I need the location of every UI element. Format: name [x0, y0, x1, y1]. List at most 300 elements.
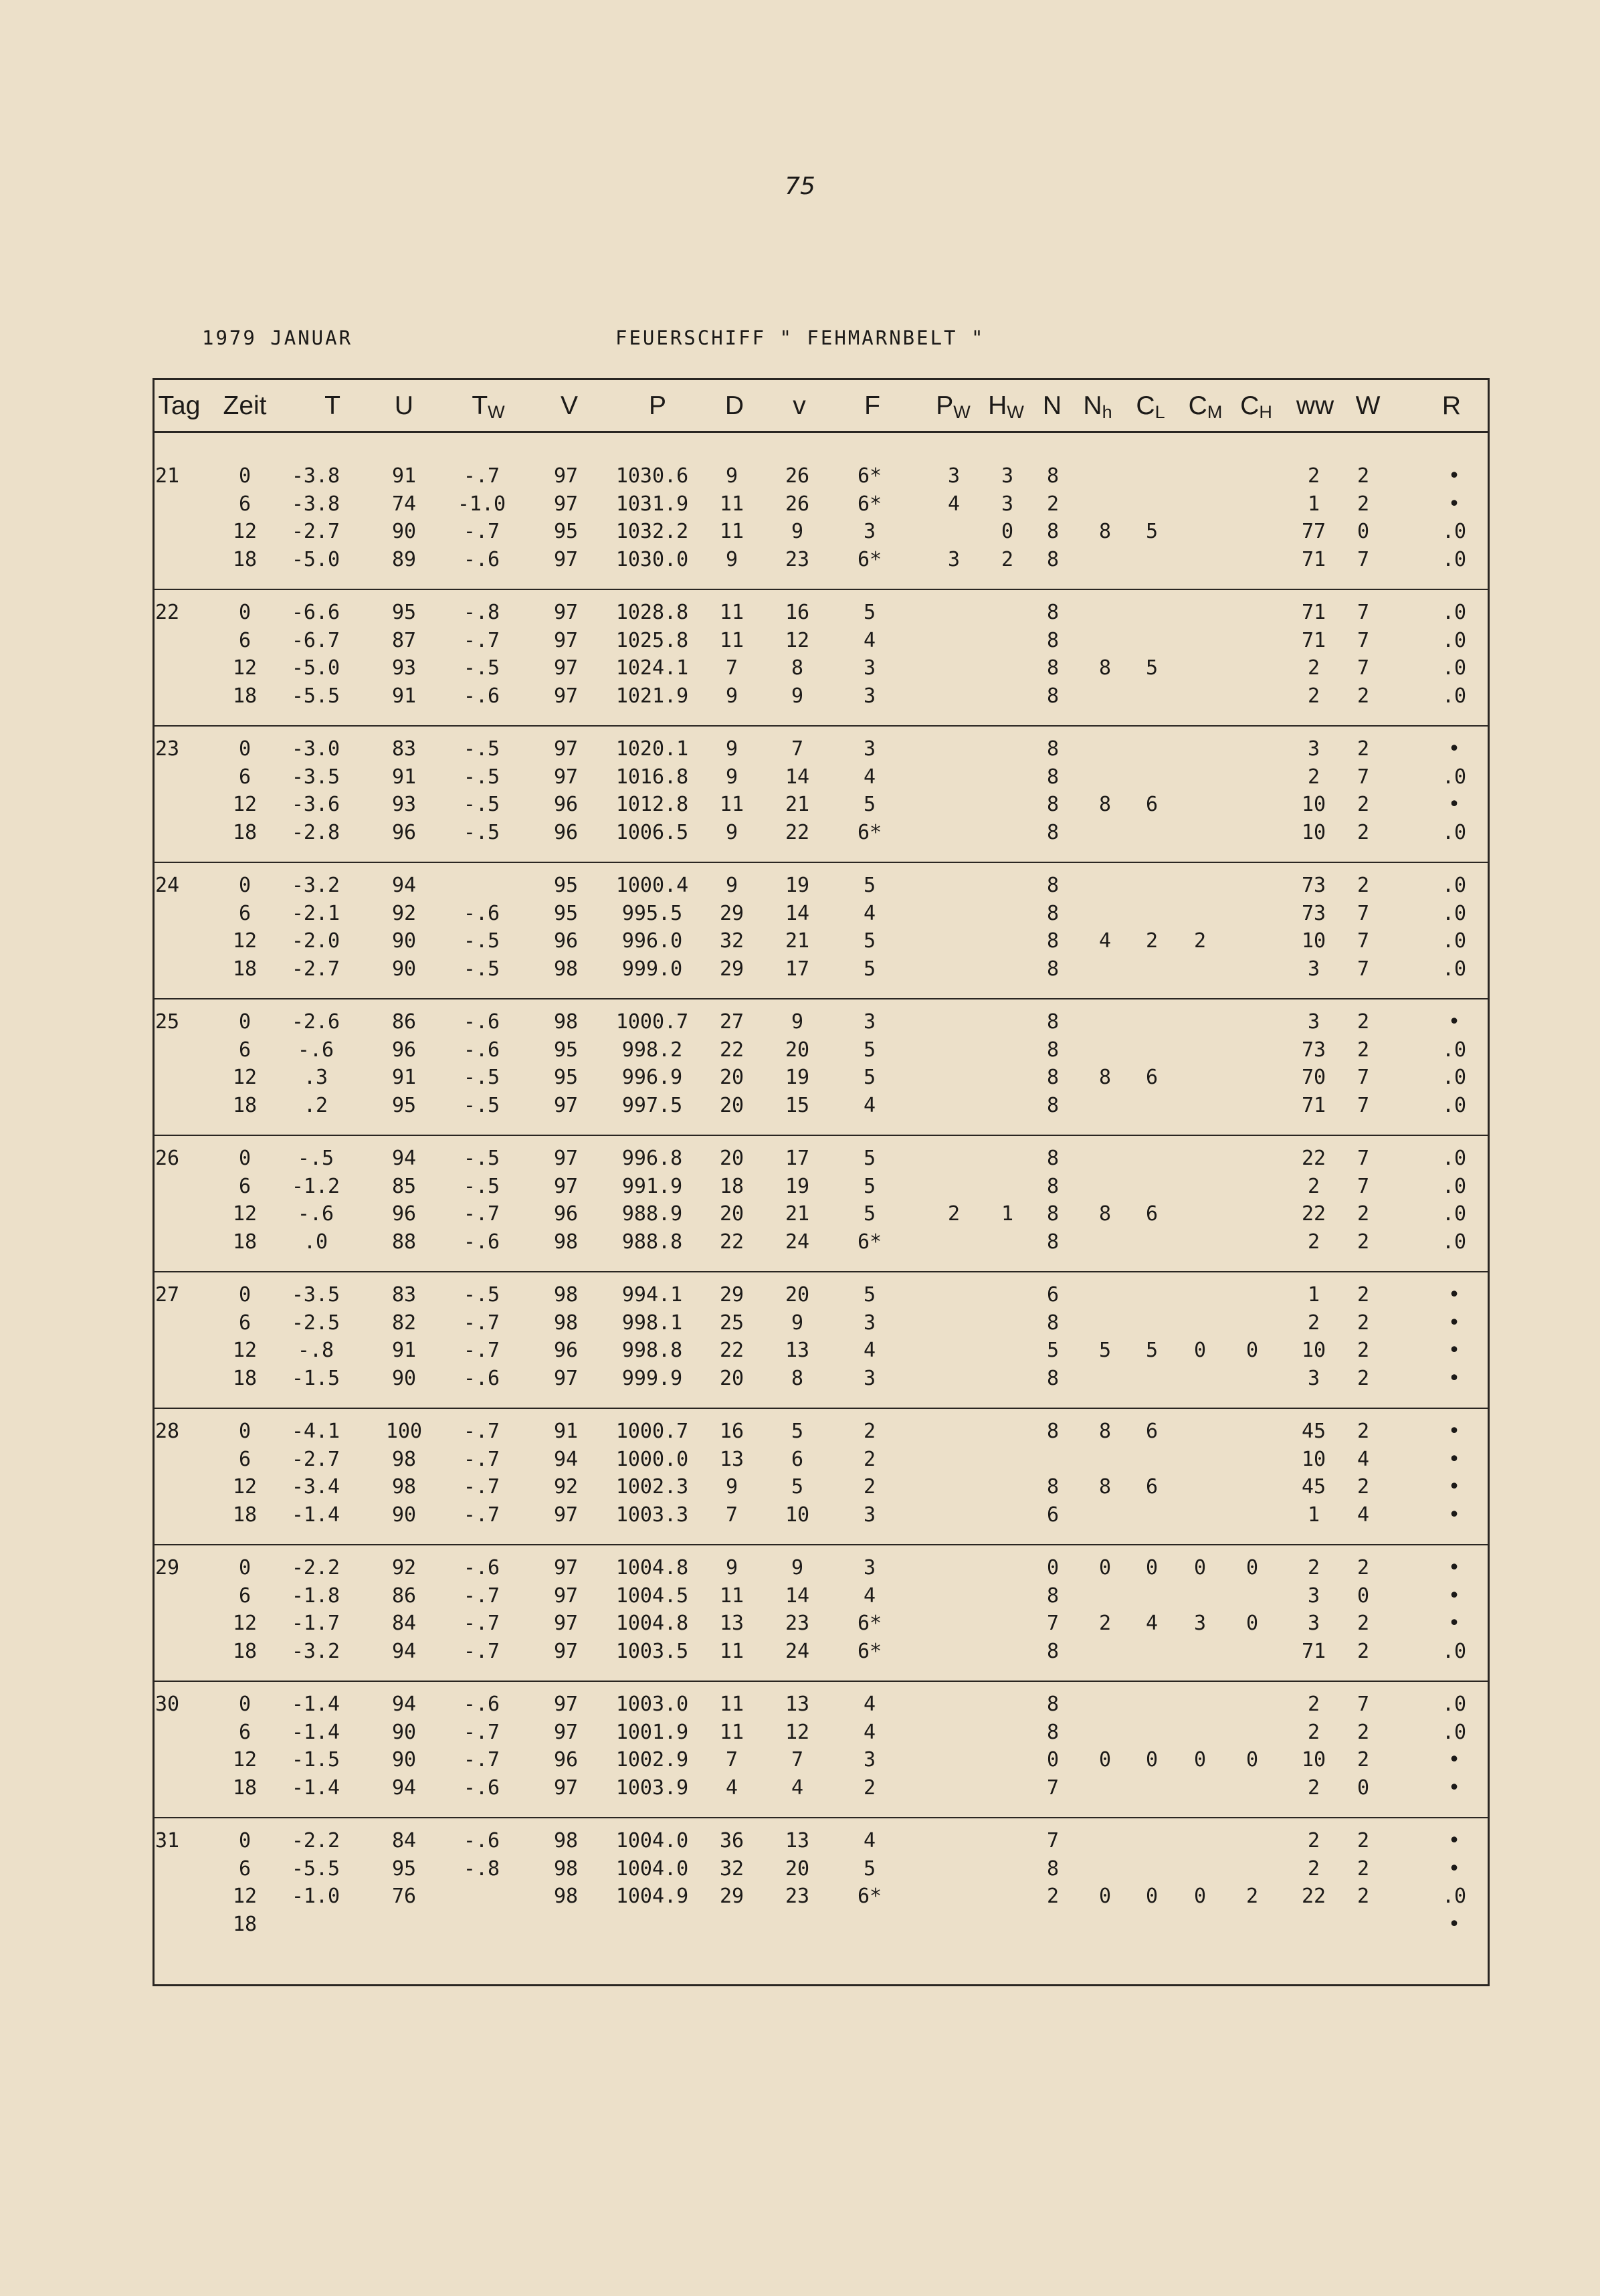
table-cell: -.5 — [463, 929, 500, 953]
table-cell: 91 — [391, 684, 417, 708]
table-cell: 994.1 — [621, 1283, 683, 1307]
table-cell: .0 — [1441, 1093, 1467, 1117]
table-cell: -.6 — [463, 1230, 500, 1254]
table-cell: 8 — [1046, 1366, 1060, 1390]
table-cell: 95 — [391, 601, 417, 624]
table-cell: 20 — [719, 1202, 744, 1226]
table-cell: 29 — [719, 901, 744, 925]
table-cell: 5 — [863, 1283, 876, 1307]
table-cell: 18 — [232, 1639, 258, 1663]
table-cell: 0 — [1098, 1748, 1112, 1772]
table-cell: 96 — [391, 820, 417, 844]
table-cell: 3 — [863, 656, 876, 680]
column-header-pw — [936, 391, 971, 423]
table-cell: 10 — [1301, 1748, 1326, 1772]
table-cell: 998.1 — [621, 1311, 683, 1335]
column-header-sub: W — [488, 402, 505, 422]
table-cell: -.6 — [297, 1038, 334, 1062]
table-cell: 7 — [791, 1748, 804, 1772]
table-cell: 2 — [1357, 874, 1370, 897]
table-cell: 7 — [1357, 601, 1370, 624]
table-cell: 3 — [863, 1010, 876, 1034]
table-cell: 24 — [785, 1230, 810, 1254]
table-cell: -3.0 — [291, 737, 340, 761]
column-header-main: ww — [1296, 391, 1334, 420]
table-cell: 11 — [719, 793, 744, 816]
table-cell: -3.4 — [291, 1475, 340, 1499]
table-cell: 18 — [232, 957, 258, 981]
table-cell: 73 — [1301, 1038, 1326, 1062]
table-cell: 1003.0 — [615, 1693, 689, 1716]
table-cell: 6* — [857, 492, 882, 516]
table-cell: 0 — [238, 1556, 252, 1580]
table-cell: 1012.8 — [615, 793, 689, 816]
table-cell: 10 — [1301, 1339, 1326, 1362]
table-cell: -.6 — [463, 1366, 500, 1390]
table-cell: 2 — [863, 1475, 876, 1499]
table-cell: 5 — [863, 793, 876, 816]
table-cell: 8 — [1046, 1202, 1060, 1226]
table-cell: -.6 — [463, 1556, 500, 1580]
table-cell: -3.2 — [291, 1639, 340, 1663]
table-cell: 0 — [238, 874, 252, 897]
table-cell: 1025.8 — [615, 628, 689, 652]
table-cell: 0 — [238, 1693, 252, 1716]
table-cell: 92 — [391, 1556, 417, 1580]
table-cell: 3 — [947, 464, 961, 488]
table-cell: -.7 — [463, 1339, 500, 1362]
table-cell: 13 — [719, 1447, 744, 1471]
table-cell: 97 — [553, 1693, 579, 1716]
table-cell: 7 — [1357, 901, 1370, 925]
table-cell: 18 — [232, 1912, 258, 1936]
table-cell: • — [1447, 1366, 1461, 1390]
day-label: 21 — [155, 464, 180, 488]
table-cell: 0 — [1193, 1885, 1207, 1908]
table-cell: 8 — [1046, 1475, 1060, 1499]
table-cell: 94 — [391, 1147, 417, 1170]
table-cell: 11 — [719, 1639, 744, 1663]
table-cell: -6.6 — [291, 601, 340, 624]
table-cell: 7 — [1357, 628, 1370, 652]
table-cell: -2.0 — [291, 929, 340, 953]
table-cell: 20 — [785, 1856, 810, 1881]
table-cell: 1000.7 — [615, 1010, 689, 1034]
table-cell: 8 — [1098, 520, 1112, 543]
table-cell: 84 — [391, 1829, 417, 1852]
table-cell: 95 — [553, 1038, 579, 1062]
table-cell: 7 — [1357, 929, 1370, 953]
table-cell: 71 — [1301, 601, 1326, 624]
table-cell: 2 — [1307, 684, 1320, 708]
table-cell: -1.4 — [291, 1693, 340, 1716]
table-cell: 1002.9 — [615, 1748, 689, 1772]
table-cell: 4 — [725, 1776, 738, 1800]
table-cell: • — [1447, 1556, 1461, 1580]
table-cell: -.5 — [463, 765, 500, 789]
column-header-main: v — [793, 391, 806, 420]
table-cell: 988.8 — [621, 1230, 683, 1254]
table-cell: 9 — [725, 820, 738, 844]
table-cell: 3 — [863, 684, 876, 708]
table-cell: .0 — [1441, 520, 1467, 543]
table-cell: -1.4 — [291, 1720, 340, 1744]
column-header-n — [1043, 391, 1062, 421]
table-cell: 6* — [857, 820, 882, 844]
table-cell: 5 — [863, 957, 876, 981]
table-cell: • — [1447, 1283, 1461, 1307]
table-cell: 0 — [1001, 520, 1014, 543]
table-cell: 2 — [1357, 1556, 1370, 1580]
column-header-main: V — [560, 391, 579, 420]
table-cell: 8 — [791, 656, 804, 680]
table-cell: 7 — [725, 656, 738, 680]
table-cell: 2 — [1307, 464, 1320, 488]
table-cell: 18 — [232, 1230, 258, 1254]
table-cell: 4 — [863, 1720, 876, 1744]
table-cell: 97 — [553, 1584, 579, 1608]
column-header-main: Tag — [158, 391, 201, 420]
table-cell: 98 — [553, 1283, 579, 1307]
table-cell: 9 — [791, 684, 804, 708]
table-cell: 2 — [1357, 1748, 1370, 1772]
table-cell: 8 — [1098, 793, 1112, 816]
table-cell: 5 — [791, 1475, 804, 1499]
table-cell: 8 — [1046, 929, 1060, 953]
table-cell: 6 — [1145, 1475, 1159, 1499]
table-cell: 0 — [1193, 1339, 1207, 1362]
table-cell: 98 — [553, 1829, 579, 1852]
table-cell: -.6 — [463, 684, 500, 708]
table-cell: 2 — [1307, 1693, 1320, 1716]
column-header-sub: H — [1259, 402, 1272, 422]
table-cell: 0 — [1245, 1748, 1259, 1772]
table-cell: -.6 — [463, 901, 500, 925]
table-cell: 8 — [1046, 1230, 1060, 1254]
table-cell: 13 — [719, 1612, 744, 1635]
table-cell: 2 — [1357, 492, 1370, 516]
table-cell: 97 — [553, 492, 579, 516]
table-cell: 2 — [1307, 1174, 1320, 1198]
column-header-tw — [472, 391, 504, 423]
table-cell: 2 — [1357, 1311, 1370, 1335]
table-cell: 23 — [785, 1885, 810, 1908]
table-cell: 19 — [785, 874, 810, 897]
table-cell: 6* — [857, 1612, 882, 1635]
column-header-zeit — [223, 391, 266, 421]
table-cell: 88 — [391, 1230, 417, 1254]
table-cell: -2.2 — [291, 1829, 340, 1852]
table-cell: 1004.8 — [615, 1612, 689, 1635]
table-cell: 7 — [1357, 957, 1370, 981]
table-cell: 23 — [785, 1612, 810, 1635]
table-cell: .3 — [303, 1066, 328, 1089]
table-cell: • — [1447, 1475, 1461, 1499]
table-cell: 996.8 — [621, 1147, 683, 1170]
day-label: 25 — [155, 1010, 180, 1034]
column-header-ww — [1296, 391, 1334, 421]
table-cell: -.6 — [463, 547, 500, 571]
table-cell: 92 — [553, 1475, 579, 1499]
table-cell: 8 — [1098, 1475, 1112, 1499]
table-cell: 2 — [1357, 1230, 1370, 1254]
day-label: 24 — [155, 874, 180, 897]
table-cell: 97 — [553, 1720, 579, 1744]
table-cell: 997.5 — [621, 1093, 683, 1117]
table-cell: .0 — [1441, 1202, 1467, 1226]
table-cell: 5 — [863, 1202, 876, 1226]
table-cell: 2 — [1046, 492, 1060, 516]
table-cell: 20 — [785, 1038, 810, 1062]
table-cell: 45 — [1301, 1420, 1326, 1443]
table-cell: 8 — [1098, 1066, 1112, 1089]
table-cell: -.7 — [463, 1584, 500, 1608]
table-cell: -.7 — [463, 1720, 500, 1744]
table-cell: 7 — [725, 1748, 738, 1772]
table-cell: 2 — [1307, 1556, 1320, 1580]
table-cell: 0 — [238, 464, 252, 488]
table-cell: 97 — [553, 464, 579, 488]
table-cell: 6 — [791, 1447, 804, 1471]
table-cell: .0 — [1441, 1885, 1467, 1908]
table-cell: 1003.3 — [615, 1503, 689, 1527]
table-cell: 1032.2 — [615, 520, 689, 543]
table-frame — [153, 378, 1490, 1986]
table-cell: 11 — [719, 1693, 744, 1716]
column-header-main: D — [724, 391, 744, 420]
table-cell: 3 — [1001, 492, 1014, 516]
table-cell: 8 — [1046, 737, 1060, 761]
table-cell: 98 — [553, 1885, 579, 1908]
table-cell: 96 — [391, 1202, 417, 1226]
table-cell: 12 — [232, 520, 258, 543]
table-cell: -.7 — [463, 1311, 500, 1335]
column-header-main: N — [1083, 391, 1102, 420]
table-cell: 1004.0 — [615, 1856, 689, 1881]
table-cell: -.6 — [463, 1010, 500, 1034]
table-cell: • — [1447, 1776, 1461, 1800]
column-header-r — [1442, 391, 1461, 421]
column-header-main: H — [988, 391, 1007, 420]
table-cell: 11 — [719, 628, 744, 652]
table-cell: 1000.0 — [615, 1447, 689, 1471]
table-cell: 988.9 — [621, 1202, 683, 1226]
table-cell: 2 — [1307, 1311, 1320, 1335]
table-cell: -3.6 — [291, 793, 340, 816]
table-cell: 22 — [719, 1230, 744, 1254]
table-cell: 22 — [1301, 1147, 1326, 1170]
table-cell: 22 — [719, 1038, 744, 1062]
table-cell: 2 — [1145, 929, 1159, 953]
table-cell: -5.0 — [291, 547, 340, 571]
table-cell: 3 — [863, 520, 876, 543]
table-cell: -.5 — [463, 1093, 500, 1117]
table-cell: 97 — [553, 1556, 579, 1580]
table-cell: 3 — [863, 1503, 876, 1527]
table-cell: 18 — [719, 1174, 744, 1198]
table-cell: 6 — [238, 1720, 252, 1744]
table-cell: 12 — [232, 1475, 258, 1499]
table-cell: 97 — [553, 1174, 579, 1198]
table-cell: 6 — [1145, 793, 1159, 816]
table-cell: 1003.5 — [615, 1639, 689, 1663]
table-cell: • — [1447, 1829, 1461, 1852]
table-cell: -5.0 — [291, 656, 340, 680]
table-cell: 9 — [725, 765, 738, 789]
table-cell: 76 — [391, 1885, 417, 1908]
table-cell: .0 — [1441, 929, 1467, 953]
table-cell: • — [1447, 1010, 1461, 1034]
table-cell: 4 — [863, 1829, 876, 1852]
table-cell: 26 — [785, 492, 810, 516]
column-header-sub: L — [1155, 402, 1165, 422]
table-cell: 90 — [391, 520, 417, 543]
table-cell: 90 — [391, 957, 417, 981]
table-cell: 4 — [1357, 1447, 1370, 1471]
column-header-cl — [1136, 391, 1165, 423]
table-cell: 4 — [863, 628, 876, 652]
table-cell: 97 — [553, 737, 579, 761]
table-cell: 98 — [391, 1447, 417, 1471]
table-cell: 97 — [553, 1093, 579, 1117]
table-cell: 71 — [1301, 1093, 1326, 1117]
table-cell: 0 — [1193, 1556, 1207, 1580]
table-cell: 8 — [1046, 820, 1060, 844]
table-cell: • — [1447, 492, 1461, 516]
table-cell: 20 — [719, 1066, 744, 1089]
table-cell: 3 — [863, 1366, 876, 1390]
table-cell: 1003.9 — [615, 1776, 689, 1800]
table-cell: 27 — [719, 1010, 744, 1034]
table-cell: 21 — [785, 1202, 810, 1226]
table-cell: 8 — [1046, 793, 1060, 816]
table-cell: -1.0 — [291, 1885, 340, 1908]
column-header-main: C — [1136, 391, 1155, 420]
table-cell: 4 — [863, 1693, 876, 1716]
column-header-ch — [1240, 391, 1272, 423]
table-cell: 2 — [1357, 1202, 1370, 1226]
table-cell: 0 — [1245, 1612, 1259, 1635]
table-cell: 3 — [1307, 1010, 1320, 1034]
table-cell: 0 — [1193, 1748, 1207, 1772]
table-cell: -.6 — [463, 1038, 500, 1062]
day-separator — [153, 862, 1490, 863]
table-cell: 3 — [863, 1311, 876, 1335]
table-cell: 1 — [1307, 1283, 1320, 1307]
table-cell: 2 — [1357, 1829, 1370, 1852]
table-cell: 1001.9 — [615, 1720, 689, 1744]
table-cell: 91 — [391, 765, 417, 789]
table-cell: 6 — [1046, 1283, 1060, 1307]
table-cell: 97 — [553, 656, 579, 680]
day-separator — [153, 1817, 1490, 1818]
column-header-f — [864, 391, 880, 421]
table-cell: 11 — [719, 492, 744, 516]
table-cell: 5 — [1145, 520, 1159, 543]
table-cell: 5 — [863, 1147, 876, 1170]
table-cell: 96 — [553, 793, 579, 816]
day-separator — [153, 998, 1490, 999]
table-cell: 12 — [232, 1339, 258, 1362]
table-cell: .0 — [1441, 1693, 1467, 1716]
table-cell: 2 — [1307, 765, 1320, 789]
table-cell: 8 — [1046, 874, 1060, 897]
table-cell: 3 — [1193, 1612, 1207, 1635]
table-cell: 20 — [785, 1283, 810, 1307]
column-header-p — [649, 391, 666, 421]
table-cell: 82 — [391, 1311, 417, 1335]
table-cell: 7 — [1357, 656, 1370, 680]
table-cell: 96 — [553, 1748, 579, 1772]
table-cell: 32 — [719, 929, 744, 953]
table-cell: 4 — [1098, 929, 1112, 953]
table-cell: 91 — [391, 1339, 417, 1362]
table-cell: 12 — [232, 1612, 258, 1635]
table-cell: 6 — [238, 1447, 252, 1471]
table-cell: 2 — [1357, 464, 1370, 488]
table-cell: 2 — [1357, 1038, 1370, 1062]
table-cell: 97 — [553, 1503, 579, 1527]
table-cell: 0 — [1357, 1584, 1370, 1608]
table-cell: 4 — [863, 901, 876, 925]
table-cell: .0 — [1441, 601, 1467, 624]
day-separator — [153, 1681, 1490, 1682]
table-cell: 5 — [863, 1856, 876, 1881]
table-cell: • — [1447, 1584, 1461, 1608]
table-cell: 94 — [391, 1693, 417, 1716]
table-cell: .0 — [1441, 820, 1467, 844]
table-cell: .0 — [1441, 901, 1467, 925]
column-header-main: P — [648, 391, 667, 420]
table-cell: 1004.8 — [615, 1556, 689, 1580]
table-cell: 10 — [1301, 793, 1326, 816]
table-cell: 14 — [785, 765, 810, 789]
table-cell: 95 — [391, 1093, 417, 1117]
table-cell: 8 — [1046, 957, 1060, 981]
table-cell: 89 — [391, 547, 417, 571]
table-cell: 8 — [1046, 1720, 1060, 1744]
table-cell: -.5 — [463, 820, 500, 844]
column-header-row — [153, 378, 1490, 433]
column-header-sub: M — [1207, 402, 1223, 422]
table-cell: 7 — [791, 737, 804, 761]
table-cell: -1.0 — [457, 492, 506, 516]
table-cell: 10 — [1301, 1447, 1326, 1471]
table-cell: 0 — [1145, 1556, 1159, 1580]
day-label: 29 — [155, 1556, 180, 1580]
table-cell: 1 — [1307, 1503, 1320, 1527]
table-cell: 98 — [553, 1856, 579, 1881]
table-cell: -1.5 — [291, 1748, 340, 1772]
table-cell: 74 — [391, 492, 417, 516]
day-label: 23 — [155, 737, 180, 761]
table-cell: 73 — [1301, 874, 1326, 897]
table-cell: 5 — [863, 874, 876, 897]
table-cell: 71 — [1301, 1639, 1326, 1663]
table-cell: 6 — [238, 901, 252, 925]
table-cell: 18 — [232, 1776, 258, 1800]
table-cell: -.7 — [463, 1420, 500, 1443]
day-label: 28 — [155, 1420, 180, 1443]
table-cell: 96 — [391, 1038, 417, 1062]
table-cell: 2 — [1245, 1885, 1259, 1908]
table-cell: -2.5 — [291, 1311, 340, 1335]
table-cell: 6 — [1145, 1420, 1159, 1443]
table-cell: 1004.0 — [615, 1829, 689, 1852]
table-cell: 84 — [391, 1612, 417, 1635]
table-cell: 8 — [1046, 901, 1060, 925]
table-cell: 18 — [232, 1366, 258, 1390]
